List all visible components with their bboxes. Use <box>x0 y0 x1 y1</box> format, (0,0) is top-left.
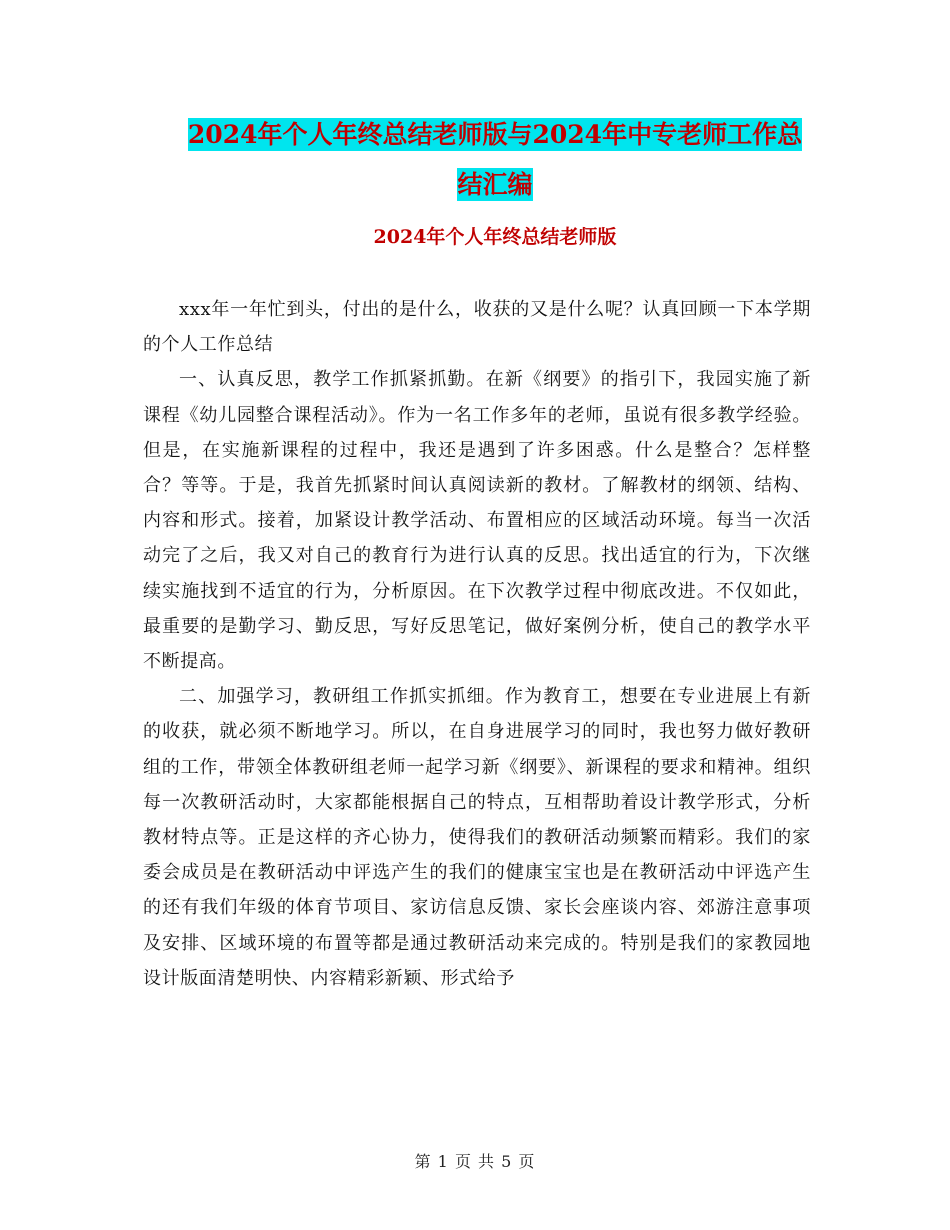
page-footer: 第 1 页 共 5 页 <box>414 1152 536 1171</box>
document-title-line-1: 2024年个人年终总结老师版与2024年中专老师工作总 <box>187 120 803 149</box>
document-title <box>140 110 850 210</box>
section-heading: 2024年个人年终总结老师版 <box>373 226 617 248</box>
document-title-line-2: 结汇编 <box>457 170 533 199</box>
paragraph-2: 二、加强学习，教研组工作抓实抓细。作为教育工，想要在专业进展上有新的收获，就必须不断地学习。所以，在自身进展学习的同时，我也努力做好教研组的工作，带领全体教研组老师一起学习新《纲要》、新课程的要求和精神。组织每一次教研活动时，大家都能根据自己的特点，互相帮助着设计教学形式，分析教材特点等。正是这样的齐心协力，使得我们的教研活动频繁而精彩。我们的家委会成员是在教研活动中评选产生的我们的健康宝宝也是在教研活动中评选产生的还有我们年级的体育节项目、家访信息反馈、家长会座谈内容、郊游注意事项及安排、区域环境的布置等都是通过教研活动来完成的。特别是我们的家教园地设计版面清楚明快、内容精彩新颖、形式给予 <box>143 686 811 989</box>
paragraph-intro: xxx年一年忙到头，付出的是什么，收获的又是什么呢？认真回顾一下本学期的个人工作总结 <box>143 299 811 356</box>
body-text <box>143 292 811 996</box>
paragraph-1: 一、认真反思，教学工作抓紧抓勤。在新《纲要》的指引下，我园实施了新课程《幼儿园整合课程活动》。作为一名工作多年的老师，虽说有很多教学经验。但是，在实施新课程的过程中，我还是遇到了许多困惑。什么是整合？怎样整合？等等。于是，我首先抓紧时间认真阅读新的教材。了解教材的纲领、结构、内容和形式。接着，加紧设计教学活动、布置相应的区域活动环境。每当一次活动完了之后，我又对自己的教育行为进行认真的反思。找出适宜的行为，下次继续实施找到不适宜的行为，分析原因。在下次教学过程中彻底改进。不仅如此，最重要的是勤学习、勤反思，写好反思笔记，做好案例分析，使自己的教学水平不断提高。 <box>143 369 811 673</box>
